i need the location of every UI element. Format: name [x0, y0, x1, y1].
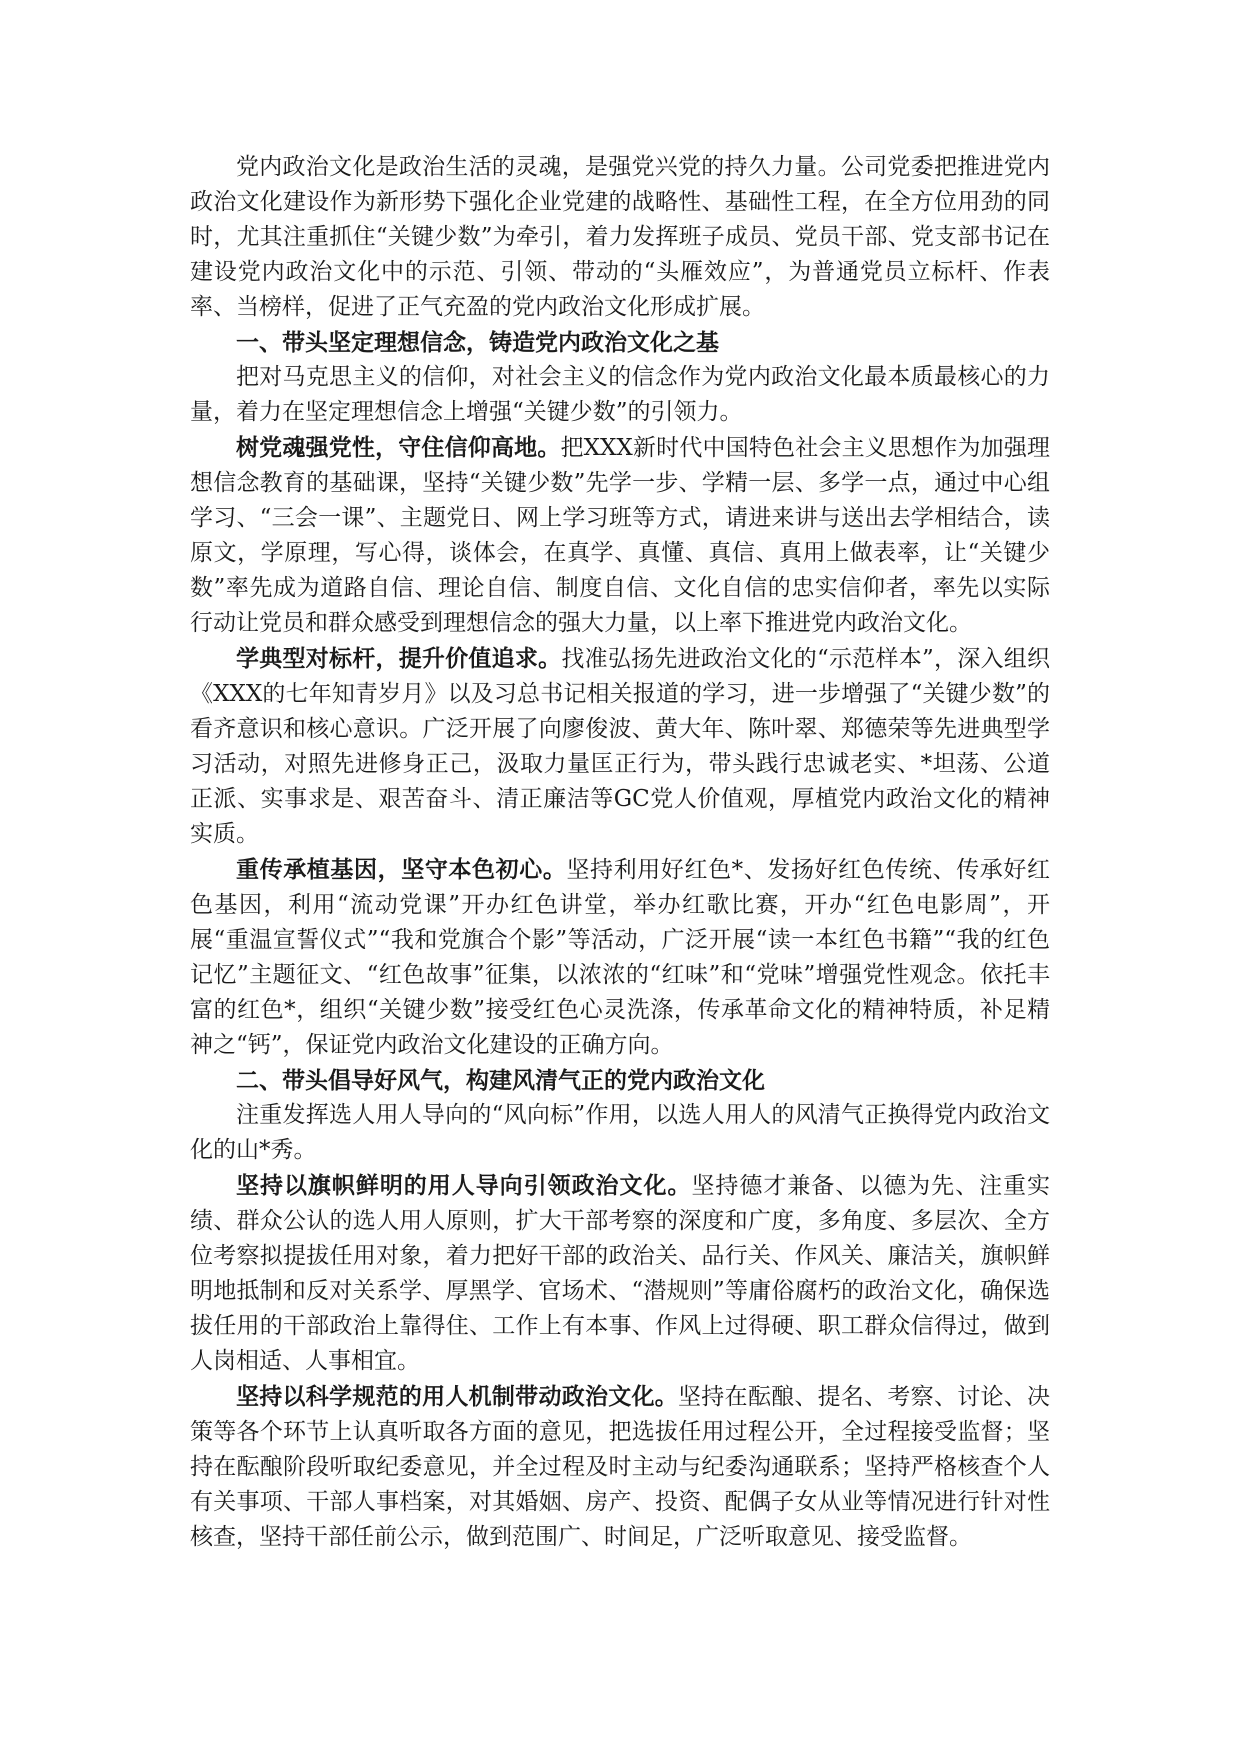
- item-lead: 坚持以旗帜鲜明的用人导向引领政治文化。: [236, 1172, 692, 1199]
- item-text: 坚持在酝酿、提名、考察、讨论、决策等各个环节上认真听取各方面的意见，把选拔任用过程公开，全过程接受监督；坚持在酝酿阶段听取纪委意见，并全过程及时主动与纪委沟通联系；坚持严格核查个人有关事项、干部人事档案，对其婚姻、房产、投资、配偶子女从业等情况进行针对性核查，坚持干部任前公示，做到范围广、时间足，广泛听取意见、接受监督。: [190, 1384, 1051, 1550]
- intro-paragraph: 党内政治文化是政治生活的灵魂，是强党兴党的持久力量。公司党委把推进党内政治文化建设作为新形势下强化企业党建的战略性、基础性工程，在全方位用劲的同时，尤其注重抓住“关键少数”为牵引，着力发挥班子成员、党员干部、党支部书记在建设党内政治文化中的示范、引领、带动的“头雁效应”，为普通党员立标杆、作表率、当榜样，促进了正气充盈的党内政治文化形成扩展。: [190, 154, 1050, 320]
- section-1-item-3: [190, 852, 1050, 1063]
- section-1-intro: 把对马克思主义的信仰，对社会主义的信念作为党内政治文化最本质最核心的力量，着力在坚定理想信念上增强“关键少数”的引领力。: [190, 364, 1050, 425]
- item-lead: 重传承植基因，坚守本色初心。: [236, 856, 567, 883]
- section-2-intro: 注重发挥选人用人导向的“风向标”作用，以选人用人的风清气正换得党内政治文化的山*秀。: [190, 1102, 1050, 1163]
- item-text: 坚持利用好红色*、发扬好红色传统、传承好红色基因，利用“流动党课”开办红色讲堂，举办红歌比赛，开办“红色电影周”，开展“重温宣誓仪式”“我和党旗合个影”等活动，广泛开展“读一本红色书籍”“我的红色记忆”主题征文、“红色故事”征集，以浓浓的“红味”和“党味”增强党性观念。依托丰富的红色*，组织“关键少数”接受红色心灵洗涤，传承革命文化的精神特质，补足精神之“钙”，保证党内政治文化建设的正确方向。: [190, 857, 1051, 1058]
- section-1-item-1: [190, 430, 1050, 641]
- item-lead: 学典型对标杆，提升价值追求。: [236, 645, 562, 672]
- section-1-item-2: [190, 641, 1050, 852]
- item-text: 坚持德才兼备、以德为先、注重实绩、群众公认的选人用人原则，扩大干部考察的深度和广度，多角度、多层次、全方位考察拟提拔任用对象，着力把好干部的政治关、品行关、作风关、廉洁关，旗帜鲜明地抵制和反对关系学、厚黑学、官场术、“潜规则”等庸俗腐朽的政治文化，确保选拔任用的干部政治上靠得住、工作上有本事、作风上过得硬、职工群众信得过，做到人岗相适、人事相宜。: [190, 1173, 1051, 1374]
- section-heading-2: 二、带头倡导好风气，构建风清气正的党内政治文化: [236, 1067, 765, 1094]
- section-2-item-2: [190, 1379, 1050, 1555]
- section-heading-1: 一、带头坚定理想信念，铸造党内政治文化之基: [236, 329, 719, 356]
- item-text: 把XXX新时代中国特色社会主义思想作为加强理想信念教育的基础课，坚持“关键少数”先学一步、学精一层、多学一点，通过中心组学习、“三会一课”、主题党日、网上学习班等方式，请进来讲与送出去学相结合，读原文，学原理，写心得，谈体会，在真学、真懂、真信、真用上做表率，让“关键少数”率先成为道路自信、理论自信、制度自信、文化自信的忠实信仰者，率先以实际行动让党员和群众感受到理想信念的强大力量，以上率下推进党内政治文化。: [190, 435, 1051, 636]
- section-2-item-1: [190, 1168, 1050, 1379]
- item-lead: 坚持以科学规范的用人机制带动政治文化。: [236, 1383, 679, 1410]
- document-page: [190, 150, 1050, 1555]
- item-lead: 树党魂强党性，守住信仰高地。: [236, 434, 561, 461]
- item-text: 找准弘扬先进政治文化的“示范样本”，深入组织《XXX的七年知青岁月》以及习总书记相关报道的学习，进一步增强了“关键少数”的看齐意识和核心意识。广泛开展了向廖俊波、黄大年、陈叶翠、郑德荣等先进典型学习活动，对照先进修身正己，汲取力量匡正行为，带头践行忠诚老实、*坦荡、公道正派、实事求是、艰苦奋斗、清正廉洁等GC党人价值观，厚植党内政治文化的精神实质。: [190, 646, 1050, 847]
